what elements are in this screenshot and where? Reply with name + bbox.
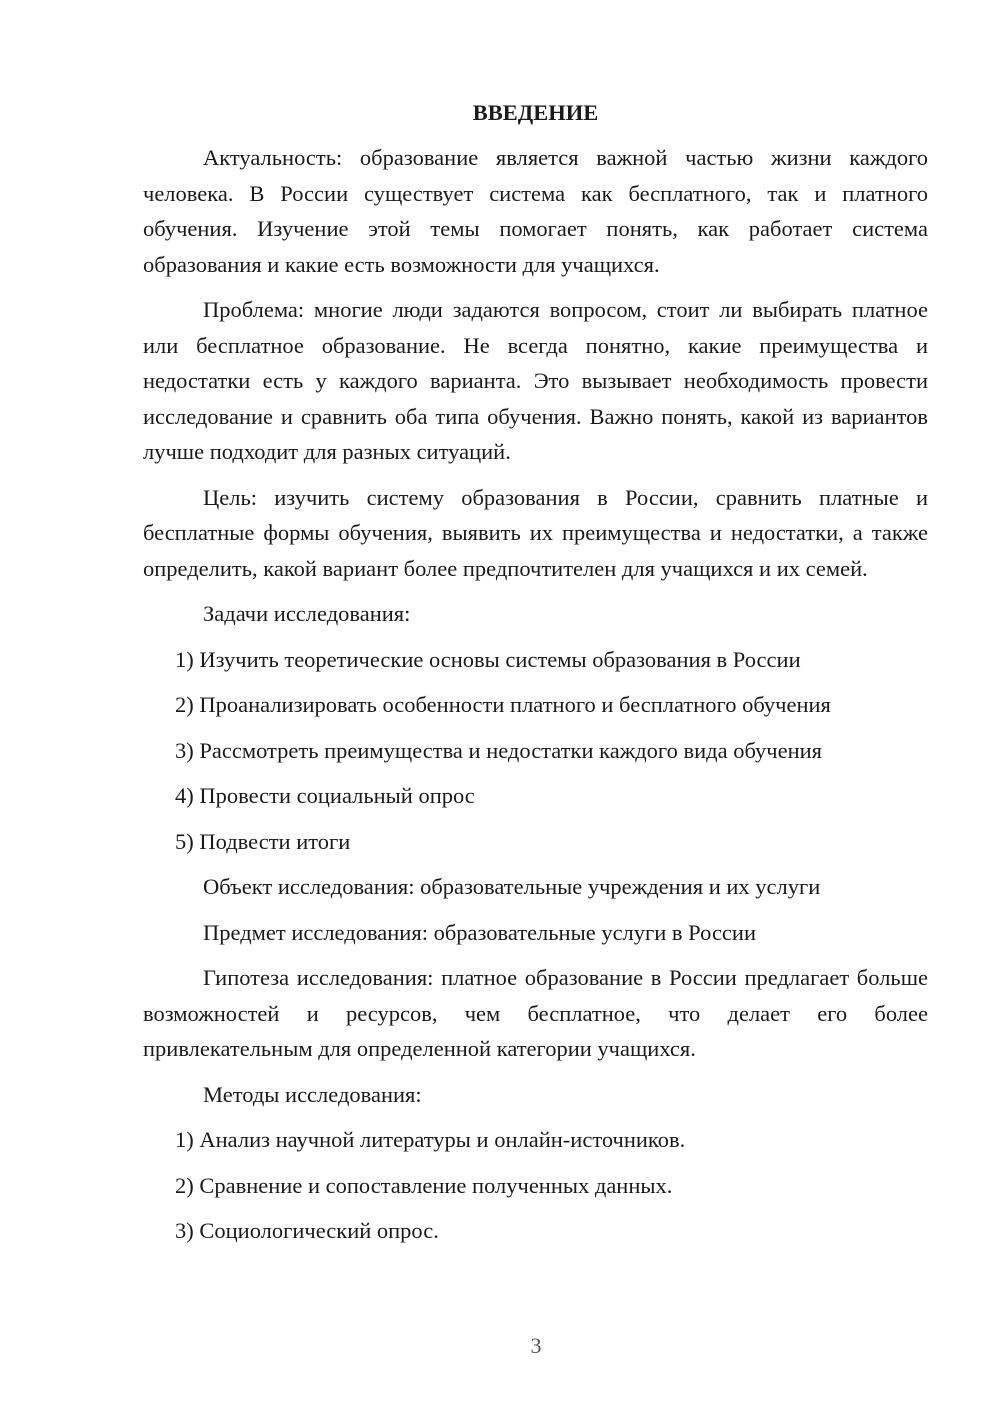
task-item-4: 4) Провести социальный опрос <box>175 783 475 808</box>
section-title: ВВЕДЕНИЕ <box>472 100 599 125</box>
task-item-2: 2) Проанализировать особенности платного и бесплатного обучения <box>175 692 831 717</box>
page-number: 3 <box>530 1333 542 1358</box>
task-item-3: 3) Рассмотреть преимущества и недостатки каждого вида обучения <box>175 737 823 763</box>
task-item-1: 1) Изучить теоретические основы системы образования в России <box>175 646 801 672</box>
method-item-3: 3) Социологический опрос. <box>175 1218 439 1243</box>
goal-paragraph: Цель: изучить систему образования в России, сравнить платные и бесплатные формы обучения, выявить их преимущества и недостатки, а также определить, какой вариант более предпочтителен для учащихся и их семей. <box>143 484 928 581</box>
research-object: Объект исследования: образовательные учреждения и их услуги <box>203 874 821 899</box>
task-item-5: 5) Подвести итоги <box>175 828 351 854</box>
problem-paragraph: Проблема: многие люди задаются вопросом, стоит ли выбирать платное или бесплатное образование. Не всегда понятно, какие преимущества и недостатки есть у каждого варианта. Это вызывает необходимость провести исследование и сравнить оба типа обучения. Важно понять, какой из вариантов лучше подходит для разных ситуаций. <box>143 297 928 464</box>
tasks-heading: Задачи исследования: <box>203 601 411 626</box>
relevance-paragraph: Актуальность: образование является важной частью жизни каждого человека. В России существует система как бесплатного, так и платного обучения. Изучение этой темы помогает понять, как работает система образования и какие есть возможности для учащихся. <box>143 145 928 277</box>
hypothesis-paragraph: Гипотеза исследования: платное образование в России предлагает больше возможностей и ресурсов, чем бесплатное, что делает его более привлекательным для определенной категории учащихся. <box>143 965 928 1061</box>
method-item-2: 2) Сравнение и сопоставление полученных данных. <box>175 1172 673 1198</box>
research-subject: Предмет исследования: образовательные услуги в России <box>203 919 756 945</box>
methods-heading: Методы исследования: <box>203 1081 422 1107</box>
document-page <box>143 96 928 1259</box>
method-item-1: 1) Анализ научной литературы и онлайн-источников. <box>175 1127 686 1152</box>
